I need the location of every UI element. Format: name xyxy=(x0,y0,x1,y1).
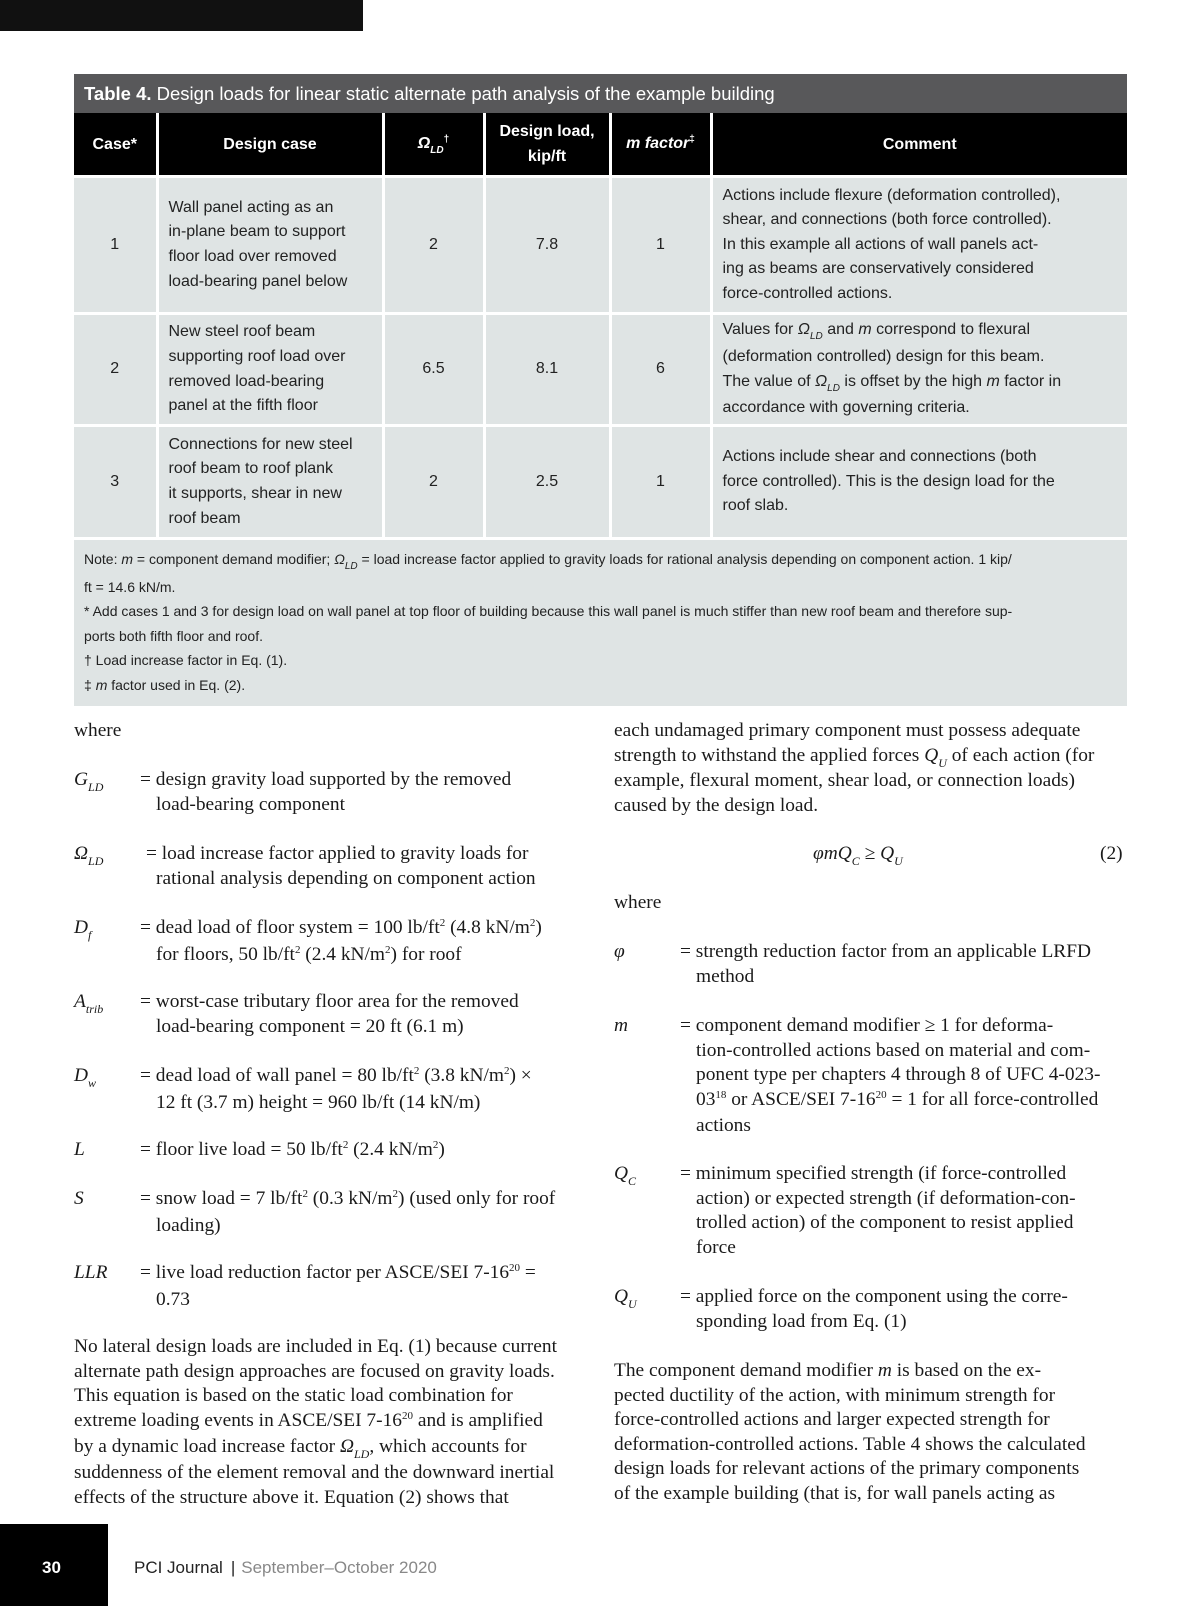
cell-m-factor: 1 xyxy=(610,177,711,314)
where-label: where xyxy=(74,720,122,741)
symbol-q-c: $Q_C$ xyxy=(614,1163,637,1188)
cell-design-case: New steel roof beam supporting roof load over removed load-bearing panel at the fifth floor xyxy=(157,314,383,426)
where-label: where xyxy=(614,892,662,913)
symbol-m: m xyxy=(614,1015,629,1036)
cell-comment: Values for $\Omega_{LD}$ and m correspond to flexural (deformation controlled) design for this beam. The value of $\Omega_{LD}$ is offset by the high m factor in accordance with governing criteria. xyxy=(711,314,1127,426)
definition: = snow load = 7 $lb/ft^2$ (0.3 $kN/m^2$) (used only for roof loading) xyxy=(140,1188,556,1236)
journal-name: PCI Journal xyxy=(134,1558,223,1577)
definition: = load increase factor applied to gravity loads for rational analysis depending on component action xyxy=(146,843,536,889)
paragraph: each undamaged primary component must possess adequate strength to withstand the applied forces $Q_U$ of each action (for example, flexural moment, shear load, or connection loads) caused by the design load. xyxy=(614,720,1095,816)
equation-2: $\varphi mQ_C \ge Q_U$ xyxy=(813,843,903,868)
definition: = design gravity load supported by the removed load-bearing component xyxy=(140,769,512,815)
footer-journal: PCI Journal | September–October 2020 xyxy=(134,1558,437,1577)
header-m-factor: m factor‡ xyxy=(610,113,711,177)
symbol-q-u: $Q_U$ xyxy=(614,1286,637,1311)
cell-design-load: 8.1 xyxy=(484,314,610,426)
cell-case: 2 xyxy=(74,314,157,426)
definition: = applied force on the component using the corre- sponding load from Eq. (1) xyxy=(680,1286,1068,1332)
symbol-phi: φ xyxy=(614,941,625,962)
cell-case: 3 xyxy=(74,426,157,538)
header-comment: Comment xyxy=(711,113,1127,177)
cell-comment: Actions include flexure (deformation controlled), shear, and connections (both force controlled). In this example all actions of wall panels act- ing as beams are conservatively considered force-controlled actions. xyxy=(711,177,1127,314)
left-column xyxy=(74,0,594,1606)
definition: = strength reduction factor from an applicable LRFD method xyxy=(680,941,1092,987)
definition: = floor live load = 50 $lb/ft^2$ (2.4 $kN/m^2$) xyxy=(140,1139,445,1160)
page-number: 30 xyxy=(42,1558,61,1577)
symbol-l: L xyxy=(74,1139,85,1160)
symbol-g-ld: $G_{LD}$ xyxy=(74,769,104,794)
cell-design-case: Connections for new steel roof beam to roof plank it supports, shear in new roof beam xyxy=(157,426,383,538)
definition: = worst-case tributary floor area for the removed load-bearing component = 20 ft (6.1 m) xyxy=(140,991,519,1037)
symbol-s: S xyxy=(74,1188,84,1209)
cell-design-load: 7.8 xyxy=(484,177,610,314)
header-design-case: Design case xyxy=(157,113,383,177)
definition: = minimum specified strength (if force-controlled action) or expected strength (if deformation-con- trolled action) of the component to resist applied force xyxy=(680,1163,1076,1258)
table-title: Table 4. Design loads for linear static alternate path analysis of the example building xyxy=(74,74,1127,113)
symbol-llr: LLR xyxy=(74,1262,108,1283)
header-case: Case* xyxy=(74,113,157,177)
paragraph: No lateral design loads are included in Eq. (1) because current alternate path design approaches are focused on gravity loads. This equation is based on the static load combination for extreme loading events in ASCE/SEI $7-16^{20}$ and is amplified by a dynamic load increase factor $\Omega_{LD}$, which accounts for suddenness of the element removal and the downward inertial effects of the structure above it. Equation (2) shows that xyxy=(74,1336,557,1508)
cell-case: 1 xyxy=(74,177,157,314)
symbol-d-w: $D_w$ xyxy=(74,1065,97,1090)
cell-omega: 6.5 xyxy=(383,314,484,426)
cell-m-factor: 6 xyxy=(610,314,711,426)
symbol-d-f: $D_f$ xyxy=(74,917,92,942)
definition: = component demand modifier ≥ 1 for deforma- tion-controlled actions based on material and com- ponent type per chapters 4 through 8 of UFC 4-023- $03^{18}$ or ASCE/SEI $7-16^{20} = 1$ for all force-controlled actions xyxy=(680,1015,1101,1137)
symbol-a-trib: $A_{trib}$ xyxy=(74,991,104,1016)
issue-date: September–October 2020 xyxy=(241,1558,437,1577)
definition: = dead load of wall panel = 80 $lb/ft^2$ (3.8 $kN/m^2$) × 12 ft (3.7 m) height = 960 lb/ft (14 kN/m) xyxy=(140,1065,532,1113)
paragraph: The component demand modifier m is based on the ex- pected ductility of the action, with minimum strength for force-controlled actions and larger expected strength for deformation-controlled actions. Table 4 shows the calculated design loads for relevant actions of the primary components of the example building (that is, for wall panels acting as xyxy=(614,1360,1086,1504)
table-notes: Note: m = component demand modifier; $\Omega_{LD}$ = load increase factor applied to gravity loads for rational analysis depending on component action. 1 kip/ ft = 14.6 kN/m. * Add cases 1 and 3 for design load on wall panel at top floor of building because this wall panel is much stiffer than new roof beam and therefore sup- ports both fifth floor and roof. † Load increase factor in Eq. (1). ‡ m factor used in Eq. (2). xyxy=(74,537,1127,706)
cell-omega: 2 xyxy=(383,426,484,538)
definition: = dead load of floor system = 100 $lb/ft^2$ (4.8 $kN/m^2$) for floors, 50 $lb/ft^2$ (2.4 $kN/m^2$) for roof xyxy=(140,917,542,965)
cell-design-case: Wall panel acting as an in-plane beam to support floor load over removed load-bearing panel below xyxy=(157,177,383,314)
header-design-load: Design load, kip/ft xyxy=(484,113,610,177)
cell-m-factor: 1 xyxy=(610,426,711,538)
symbol-omega-ld: $\Omega_{LD}$ xyxy=(74,843,104,868)
cell-omega: 2 xyxy=(383,177,484,314)
definition: = live load reduction factor per ASCE/SEI $7-16^{20}$ = 0.73 xyxy=(140,1262,536,1310)
cell-comment: Actions include shear and connections (both force controlled). This is the design load for the roof slab. xyxy=(711,426,1127,538)
equation-number: (2) xyxy=(1100,843,1123,864)
right-column xyxy=(614,0,1127,1606)
cell-design-load: 2.5 xyxy=(484,426,610,538)
header-omega: $\Omega_{LD}^\dagger$ xyxy=(383,113,484,177)
